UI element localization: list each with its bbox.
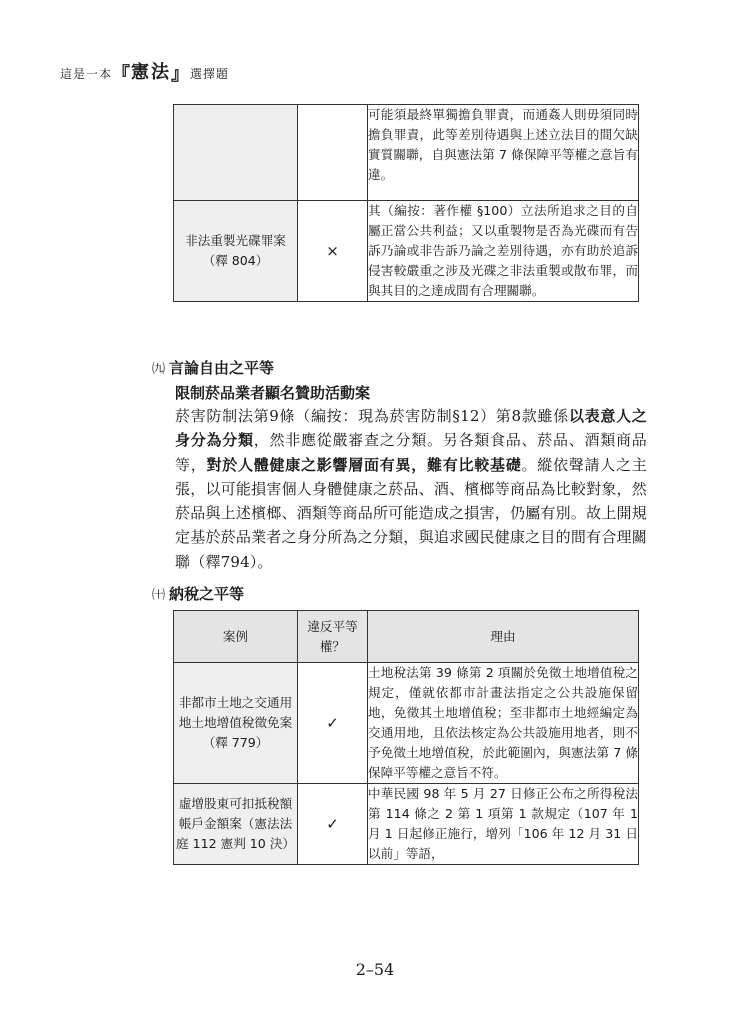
table-row [174,201,639,302]
reason-cell: 其（編按：著作權 §100）立法所追求之目的自屬正當公共利益；又以重製物是否為光碟而有告訴乃論或非告訴乃論之差別待遇，亦有助於追訴侵害較嚴重之涉及光碟之非法重製或散布罪，而與其目的之達成間有合理關聯。 [368,201,639,302]
reason-cell: 可能須最終單獨擔負罪責，而通姦人則毋須同時擔負罪責，此等差別待遇與上述立法目的間欠缺實質關聯，自與憲法第 7 條保障平等權之意旨有違。 [368,105,639,201]
section-title: 言論自由之平等 [169,359,275,377]
running-header [60,58,229,86]
table-header-row [174,611,639,663]
column-header: 案例 [174,611,298,663]
header-suffix: 選擇題 [190,67,230,81]
section-title: 納稅之平等 [169,585,245,603]
case-cell [174,105,298,201]
table-row [174,105,639,201]
table-row [174,663,639,784]
header-open-bracket: 『 [112,64,132,85]
case-cell: 虛增股東可扣抵稅額帳戶金額案（憲法法庭 112 憲判 10 決） [174,784,298,865]
emphasis-text: 對於人體健康之影響層面有異，難有比較基礎 [206,455,522,474]
emphasis-text: 以表意人之身分為分類 [175,407,647,450]
section-number: ㈩ [152,588,166,603]
case-cell: 非法重製光碟罪案（釋 804） [174,201,298,302]
header-book-title: 憲法 [131,62,172,83]
tax-equality-table [173,610,639,865]
text-run: 菸害防制法第9條（編按：現為菸害防制§12）第8款雖係 [175,407,569,425]
text-run: ，然非應從嚴審查之分類。另各類食品、菸品、酒類商品等， [175,431,647,474]
column-header: 理由 [368,611,639,663]
text-run: 。縱依聲請人之主張，以可能損害個人身體健康之菸品、酒、檳榔等商品為比較對象，然菸品與上述檳榔、酒類等商品所可能造成之損害，仍屬有別。故上開規定基於菸品業者之身分所為之分類，與追求國民健康之目的間有合理關聯（釋794）。 [175,455,647,571]
section-heading-10 [152,583,244,604]
reason-cell: 中華民國 98 年 5 月 27 日修正公布之所得稅法第 114 條之 2 第 1 項第 1 款規定（107 年 1 月 1 日起修正施行，增列「106 年 12 月 31 日以前」等語， [368,784,639,865]
header-close-bracket: 』 [171,64,191,85]
table-continued [173,104,639,302]
column-header: 違反平等權？ [298,611,368,663]
table-row [174,784,639,865]
section-heading-9 [152,357,274,378]
mark-cell [298,105,368,201]
case-subtitle: 限制菸品業者顯名贊助活動案 [175,384,371,402]
section-number: ㈨ [152,362,166,377]
mark-cell: ✓ [298,663,368,784]
page-number: 2–54 [355,960,395,979]
body-paragraph [175,404,647,574]
header-prefix: 這是一本 [60,67,113,81]
reason-cell: 土地稅法第 39 條第 2 項關於免徵土地增值稅之規定，僅就依都市計畫法指定之公共設施保留地，免徵其土地增值稅；至非都市土地經編定為交通用地，且依法核定為公共設施用地者，則不予免徵土地增值稅，於此範圍內，與憲法第 7 條保障平等權之意旨不符。 [368,663,639,784]
mark-cell: ✓ [298,784,368,865]
case-cell: 非都市土地之交通用地土地增值稅徵免案（釋 779） [174,663,298,784]
mark-cell: × [298,201,368,302]
